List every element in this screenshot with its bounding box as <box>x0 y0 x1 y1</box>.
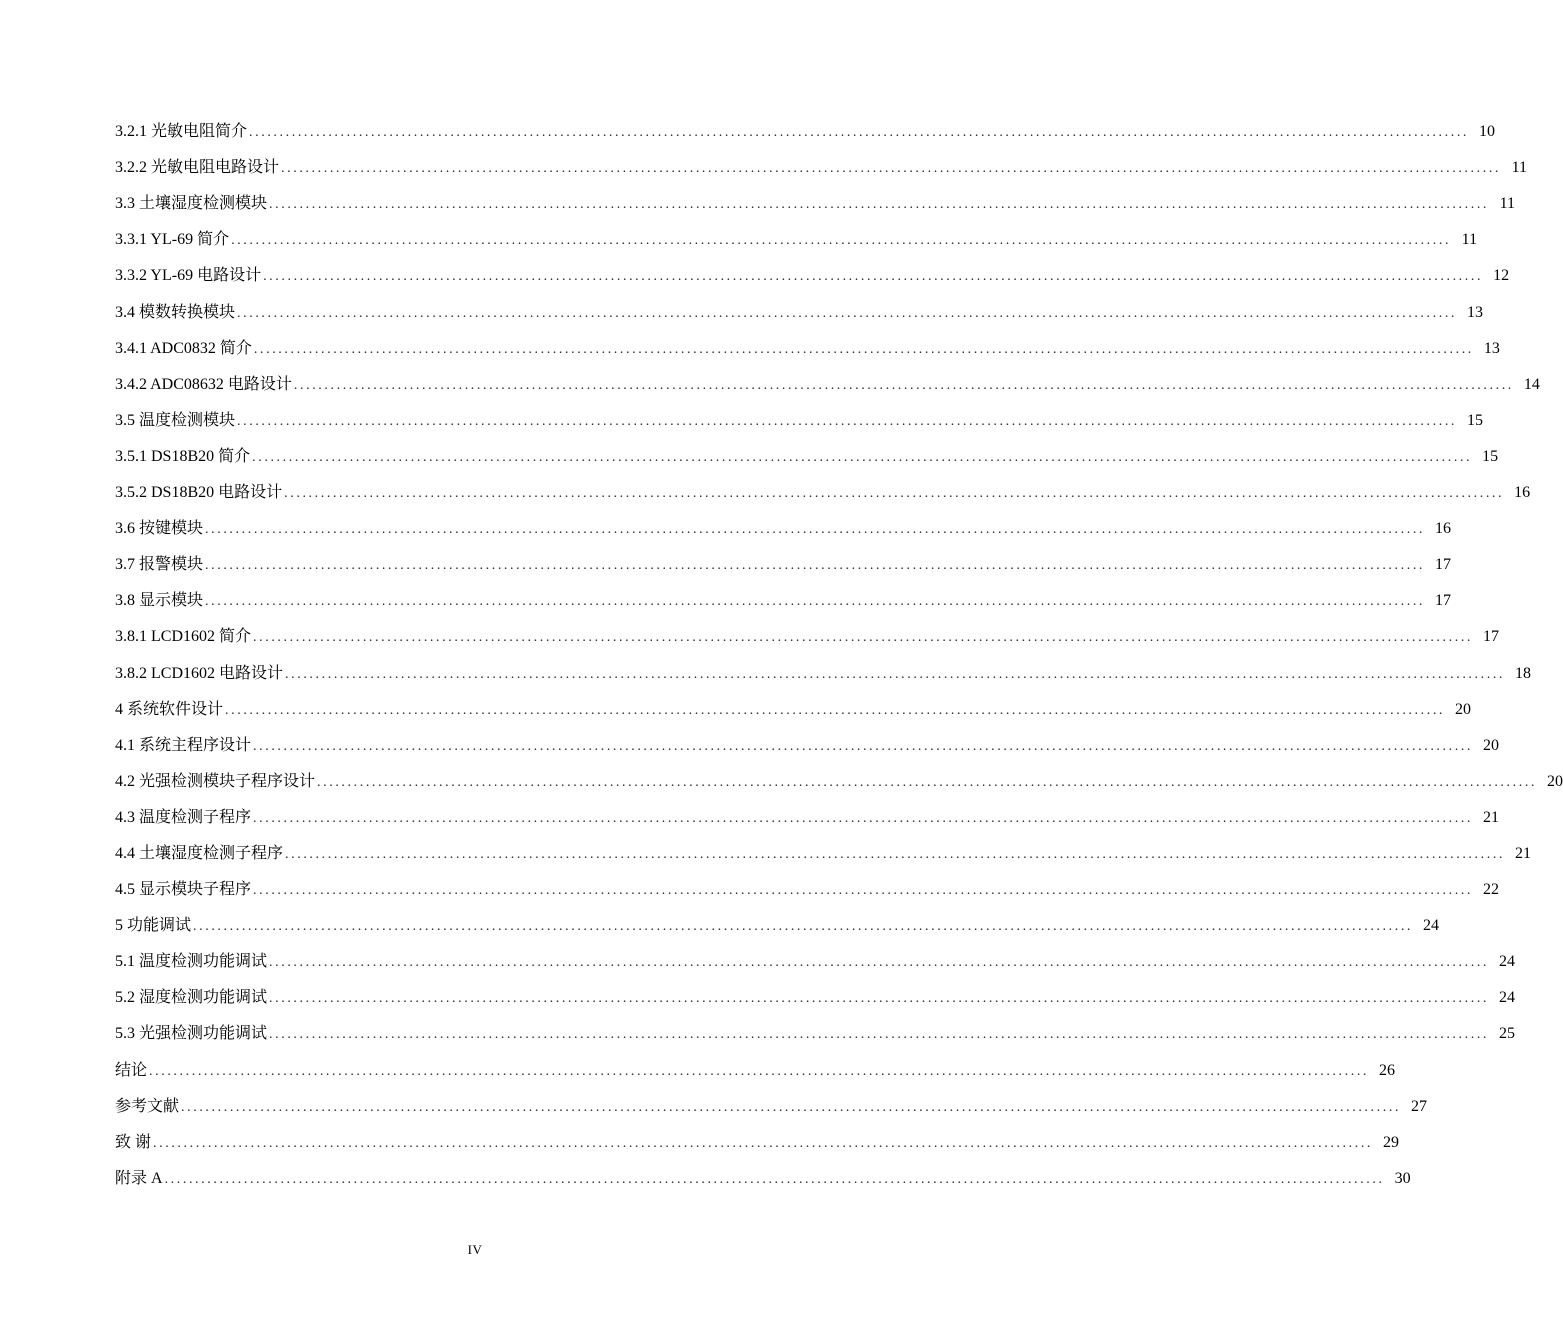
toc-entry[interactable] <box>115 1123 1400 1159</box>
toc-entry[interactable] <box>115 690 1472 726</box>
toc-entry-page: 27 <box>1411 1097 1428 1115</box>
toc-leader-dots: ........................................................................................................................................................................................................ <box>237 413 1458 429</box>
toc-entry[interactable] <box>115 292 1484 328</box>
toc-entry[interactable] <box>115 581 1452 617</box>
toc-entry-page: 13 <box>1467 303 1484 321</box>
toc-entry-title: 4.3 温度检测子程序 <box>115 808 252 826</box>
toc-leader-dots: ........................................................................................................................................................................................................ <box>269 197 1490 213</box>
toc-entry[interactable] <box>115 256 1510 292</box>
toc-entry-title: 3.3.1 YL-69 简介 <box>115 231 230 249</box>
table-of-contents <box>115 112 1563 1195</box>
toc-leader-dots: ........................................................................................................................................................................................................ <box>225 702 1446 718</box>
toc-entry-page: 26 <box>1379 1061 1396 1079</box>
toc-entry-title: 附录 A <box>115 1169 163 1187</box>
toc-entry-page: 14 <box>1523 375 1540 393</box>
toc-entry-page: 11 <box>1461 231 1478 249</box>
toc-entry-page: 17 <box>1435 556 1452 574</box>
toc-entry[interactable] <box>115 184 1516 220</box>
toc-leader-dots: ........................................................................................................................................................................................................ <box>253 883 1474 899</box>
toc-entry[interactable] <box>115 978 1516 1014</box>
toc-entry[interactable] <box>115 1050 1396 1086</box>
toc-leader-dots: ........................................................................................................................................................................................................ <box>253 630 1474 646</box>
toc-entry-title: 结论 <box>115 1061 148 1079</box>
toc-entry-title: 参考文献 <box>115 1097 180 1115</box>
toc-leader-dots: ........................................................................................................................................................................................................ <box>153 1135 1374 1151</box>
toc-entry-page: 17 <box>1435 592 1452 610</box>
toc-entry-page: 21 <box>1483 808 1500 826</box>
toc-entry-page: 30 <box>1394 1169 1411 1187</box>
toc-leader-dots: ........................................................................................................................................................................................................ <box>253 341 1474 357</box>
toc-entry-title: 致 谢 <box>115 1133 152 1151</box>
toc-entry[interactable] <box>115 906 1440 942</box>
toc-leader-dots: ........................................................................................................................................................................................................ <box>285 846 1506 862</box>
toc-entry-page: 10 <box>1479 123 1496 141</box>
toc-entry[interactable] <box>115 509 1452 545</box>
toc-entry-title: 5.3 光强检测功能调试 <box>115 1025 268 1043</box>
toc-entry-title: 3.2.1 光敏电阻简介 <box>115 123 248 141</box>
toc-entry-page: 20 <box>1547 772 1563 790</box>
toc-entry-title: 3.8.2 LCD1602 电路设计 <box>115 664 284 682</box>
toc-leader-dots: ........................................................................................................................................................................................................ <box>193 919 1414 935</box>
toc-entry-title: 5.2 湿度检测功能调试 <box>115 989 268 1007</box>
toc-leader-dots: ........................................................................................................................................................................................................ <box>293 377 1514 393</box>
toc-entry[interactable] <box>115 220 1478 256</box>
toc-leader-dots: ........................................................................................................................................................................................................ <box>149 1063 1370 1079</box>
toc-entry-title: 3.4.1 ADC0832 简介 <box>115 339 252 357</box>
toc-leader-dots: ........................................................................................................................................................................................................ <box>231 233 1452 249</box>
toc-entry-page: 11 <box>1499 195 1516 213</box>
toc-leader-dots: ........................................................................................................................................................................................................ <box>269 1027 1490 1043</box>
toc-entry[interactable] <box>115 726 1500 762</box>
toc-entry-page: 16 <box>1514 484 1531 502</box>
toc-leader-dots: ........................................................................................................................................................................................................ <box>164 1171 1385 1187</box>
toc-entry-page: 22 <box>1483 881 1500 899</box>
toc-entry-title: 3.4.2 ADC08632 电路设计 <box>115 375 292 393</box>
toc-entry-title: 5.1 温度检测功能调试 <box>115 953 268 971</box>
toc-entry-title: 5 功能调试 <box>115 917 192 935</box>
toc-entry-title: 3.2.2 光敏电阻电路设计 <box>115 159 280 177</box>
toc-entry-page: 13 <box>1483 339 1500 357</box>
toc-entry-page: 20 <box>1483 736 1500 754</box>
toc-entry-page: 15 <box>1467 411 1484 429</box>
toc-entry[interactable] <box>115 834 1532 870</box>
toc-entry[interactable] <box>115 762 1563 798</box>
toc-entry-title: 3.7 报警模块 <box>115 556 204 574</box>
toc-leader-dots: ........................................................................................................................................................................................................ <box>205 558 1426 574</box>
toc-leader-dots: ........................................................................................................................................................................................................ <box>205 522 1426 538</box>
toc-leader-dots: ........................................................................................................................................................................................................ <box>269 955 1490 971</box>
toc-leader-dots: ........................................................................................................................................................................................................ <box>284 486 1505 502</box>
toc-entry-title: 4 系统软件设计 <box>115 700 224 718</box>
toc-entry-title: 4.1 系统主程序设计 <box>115 736 252 754</box>
page-number: IV <box>467 1242 483 1257</box>
toc-leader-dots: ........................................................................................................................................................................................................ <box>237 305 1458 321</box>
toc-leader-dots: ........................................................................................................................................................................................................ <box>252 449 1473 465</box>
toc-entry[interactable] <box>115 798 1500 834</box>
toc-entry[interactable] <box>115 365 1540 401</box>
toc-entry[interactable] <box>115 112 1496 148</box>
toc-entry-title: 3.3.2 YL-69 电路设计 <box>115 267 262 285</box>
toc-entry-page: 20 <box>1455 700 1472 718</box>
toc-leader-dots: ........................................................................................................................................................................................................ <box>253 810 1474 826</box>
toc-entry[interactable] <box>115 437 1499 473</box>
toc-entry-page: 15 <box>1482 447 1499 465</box>
toc-entry[interactable] <box>115 617 1500 653</box>
toc-entry[interactable] <box>115 148 1528 184</box>
toc-entry-page: 11 <box>1511 159 1528 177</box>
toc-leader-dots: ........................................................................................................................................................................................................ <box>253 738 1474 754</box>
toc-entry-title: 4.5 显示模块子程序 <box>115 881 252 899</box>
toc-entry-page: 25 <box>1499 1025 1516 1043</box>
toc-entry[interactable] <box>115 870 1500 906</box>
toc-leader-dots: ........................................................................................................................................................................................................ <box>281 161 1502 177</box>
toc-entry-page: 24 <box>1499 953 1516 971</box>
toc-entry[interactable] <box>115 473 1531 509</box>
toc-entry-page: 24 <box>1423 917 1440 935</box>
toc-leader-dots: ........................................................................................................................................................................................................ <box>269 991 1490 1007</box>
toc-entry-title: 3.4 模数转换模块 <box>115 303 236 321</box>
toc-entry[interactable] <box>115 329 1500 365</box>
toc-entry-title: 3.5.1 DS18B20 简介 <box>115 447 251 465</box>
toc-entry[interactable] <box>115 401 1484 437</box>
toc-entry-title: 4.2 光强检测模块子程序设计 <box>115 772 316 790</box>
toc-entry-title: 3.3 土壤湿度检测模块 <box>115 195 268 213</box>
toc-entry[interactable] <box>115 942 1516 978</box>
toc-entry-page: 21 <box>1515 844 1532 862</box>
toc-entry-title: 3.5.2 DS18B20 电路设计 <box>115 484 283 502</box>
toc-leader-dots: ........................................................................................................................................................................................................ <box>205 594 1426 610</box>
toc-entry-title: 3.8.1 LCD1602 简介 <box>115 628 252 646</box>
toc-entry-title: 3.5 温度检测模块 <box>115 411 236 429</box>
toc-leader-dots: ........................................................................................................................................................................................................ <box>285 666 1506 682</box>
toc-entry[interactable] <box>115 653 1532 689</box>
toc-entry-page: 17 <box>1483 628 1500 646</box>
toc-leader-dots: ........................................................................................................................................................................................................ <box>249 125 1470 141</box>
toc-leader-dots: ........................................................................................................................................................................................................ <box>263 269 1484 285</box>
toc-leader-dots: ........................................................................................................................................................................................................ <box>317 774 1538 790</box>
toc-leader-dots: ........................................................................................................................................................................................................ <box>181 1099 1402 1115</box>
toc-entry-title: 4.4 土壤湿度检测子程序 <box>115 844 284 862</box>
toc-entry-page: 12 <box>1493 267 1510 285</box>
toc-entry-page: 18 <box>1515 664 1532 682</box>
toc-entry-page: 16 <box>1435 520 1452 538</box>
toc-entry-title: 3.6 按键模块 <box>115 520 204 538</box>
toc-entry[interactable] <box>115 1159 1411 1195</box>
toc-entry[interactable] <box>115 545 1452 581</box>
toc-entry-page: 29 <box>1383 1133 1400 1151</box>
toc-entry[interactable] <box>115 1087 1428 1123</box>
toc-entry-page: 24 <box>1499 989 1516 1007</box>
toc-entry[interactable] <box>115 1014 1516 1050</box>
toc-entry-title: 3.8 显示模块 <box>115 592 204 610</box>
